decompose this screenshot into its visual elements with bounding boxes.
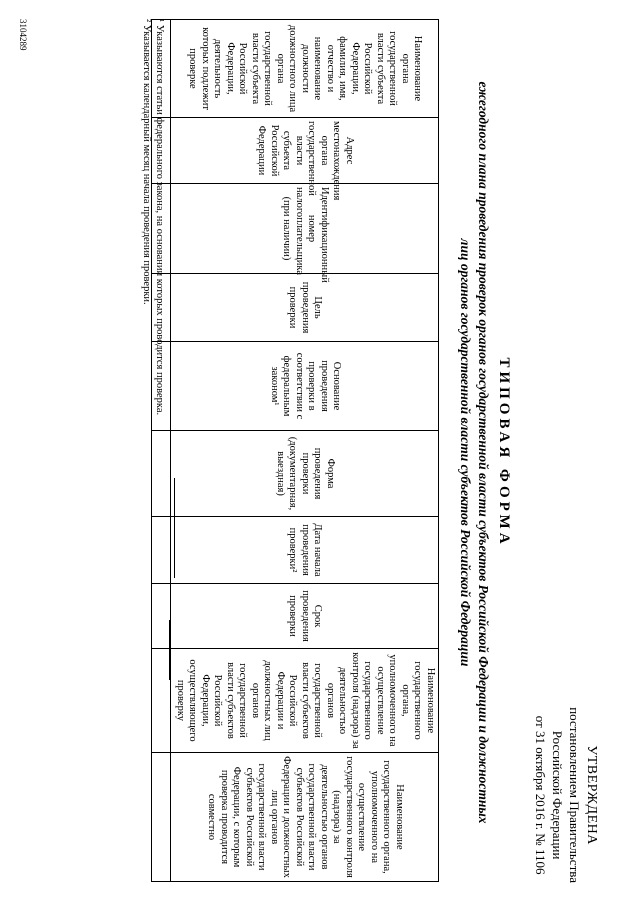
header-cell: Срок проведения проверки [171, 584, 439, 649]
approval-status: УТВЕРЖДЕНА [584, 745, 599, 845]
header-cell: Основание проведения проверки в соответствии с федеральным законом¹ [171, 342, 439, 431]
empty-cell [152, 517, 171, 584]
document-code: 3104289 [18, 19, 28, 51]
footnotes [140, 19, 166, 415]
header-cell: Адрес местонахождения органа государственной власти субъекта Российской Федерации [171, 118, 439, 184]
footnote-1: ¹ Указываются статьи федерального закона, на основании которых проводится проверка. [154, 19, 165, 416]
empty-cell [152, 431, 171, 517]
form-subtitle [456, 40, 492, 865]
end-divider [169, 620, 170, 680]
approval-line-3: от 31 октября 2016 г. № 1106 [533, 715, 548, 875]
subtitle-line-1: ежегодного плана проведения проверок органов государственной власти субъектов Российской Федерации и должностных [476, 81, 491, 824]
header-cell: Идентификационный номер налогоплательщика (при наличии) [171, 184, 439, 274]
subtitle-line-2: лиц органов государственной власти субъектов Российской Федерации [458, 238, 473, 667]
header-cell: Дата начала проведения проверки² [171, 517, 439, 584]
header-cell: Форма проведения проверки (документарная, выездная) [171, 431, 439, 517]
form-title: ТИПОВАЯ ФОРМА [496, 357, 512, 548]
empty-cell [152, 753, 171, 882]
approval-line-2: Российской Федерации [550, 730, 565, 860]
inspection-plan-table [152, 19, 440, 882]
table-header-row [171, 20, 439, 882]
end-divider [174, 478, 175, 578]
header-cell: Наименование государственного органа, уполномоченного на осуществление государственного контроля (надзора) за деятельностью органов государственной власти субъектов Российской Федерации и должностных лиц органов государственной власти субъектов Российской Федерации, с которым проверка проводится совместно [171, 753, 439, 882]
header-cell: Наименование государственного органа, уполномоченного на осуществление государственного контроля (надзора) за деятельностью органов государственной власти субъектов Российской Федерации и должностных лиц органов государственной власти субъектов Российской Федерации, осуществляющего проверку [171, 649, 439, 753]
approval-stamp [532, 707, 600, 883]
approval-line-1: постановлением Правительства [567, 707, 582, 883]
footnote-2: ² Указывается календарный месяц начала проведения проверки. [141, 19, 152, 305]
header-cell: Цель проведения проверки [171, 274, 439, 342]
header-cell: Наименование органа государственной власти субъекта Российской Федерации, фамилия, имя, отчество и наименование должности должностного лица органа государственной власти субъекта Российской Федерации, деятельность которых подлежит проверке [171, 20, 439, 118]
